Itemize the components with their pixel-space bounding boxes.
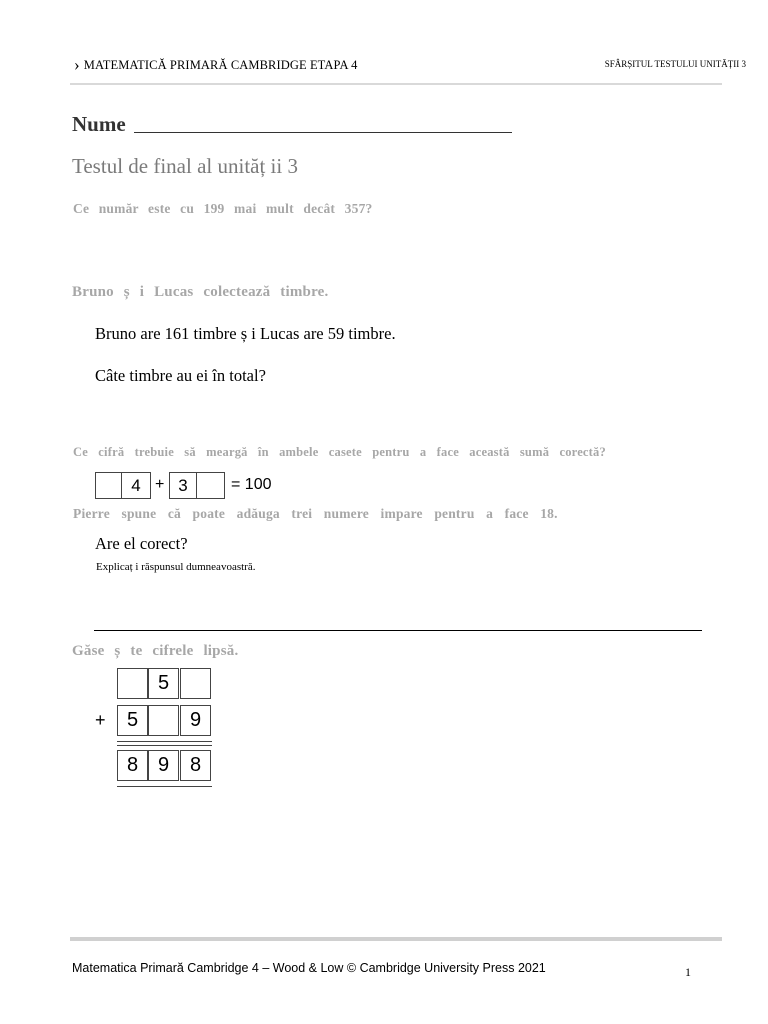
sum-rule-bottom [117,786,212,787]
question-3: Ce cifră trebuie să meargă în ambele casete pentru a face această sumă corectă? [73,445,606,459]
question-2-line-2: Câte timbre au ei în total? [95,366,266,385]
header-right: SFÂRȘITUL TESTULUI UNITĂȚII 3 [604,59,746,69]
header-title: MATEMATICĂ PRIMARĂ CAMBRIDGE ETAPA 4 [83,58,358,72]
question-4: Pierre spune că poate adăuga trei numere impare pentru a face 18. [73,506,558,521]
page-number: 1 [685,965,691,979]
grid-cell-blank[interactable] [180,668,211,699]
question-2: Bruno ș i Lucas colectează timbre. [72,284,329,300]
equation-result: = 100 [231,476,272,493]
name-answer-line[interactable] [134,132,512,133]
digit-box-blank-2[interactable] [196,472,225,499]
digit-box: 4 [121,472,151,499]
digit-box-blank-1[interactable] [95,472,122,499]
grid-cell: 9 [148,750,179,781]
header-divider [70,83,722,85]
question-1: Ce număr este cu 199 mai mult decât 357? [73,201,373,216]
question-4-line-1: Are el corect? [95,534,188,553]
grid-cell: 8 [117,750,148,781]
footer-text: Matematica Primară Cambridge 4 – Wood & Low © Cambridge University Press 2021 [72,961,546,975]
sum-rule-top [117,745,212,746]
question-4-line-2: Explicaț i răspunsul dumneavoastră. [96,561,256,573]
answer-line[interactable] [94,630,702,631]
header-left [74,55,358,74]
grid-cell: 5 [117,705,148,736]
grid-cell: 9 [180,705,211,736]
grid-cell: 5 [148,668,179,699]
question-2-line-1: Bruno are 161 timbre ș i Lucas are 59 timbre. [95,324,396,343]
plus-sign: + [155,476,165,493]
grid-cell: 8 [180,750,211,781]
grid-cell-blank[interactable] [148,705,179,736]
digit-box: 3 [169,472,197,499]
name-label: Nume [72,112,126,136]
page-title: Testul de final al unităț ii 3 [72,154,298,178]
question-5: Găse ș te cifrele lipsă. [72,643,239,659]
grid-cell-blank[interactable] [117,668,148,699]
sum-rule-top [117,741,212,742]
plus-sign: + [95,710,106,730]
chevron-right-icon: › [74,55,80,74]
footer-divider [70,937,722,941]
